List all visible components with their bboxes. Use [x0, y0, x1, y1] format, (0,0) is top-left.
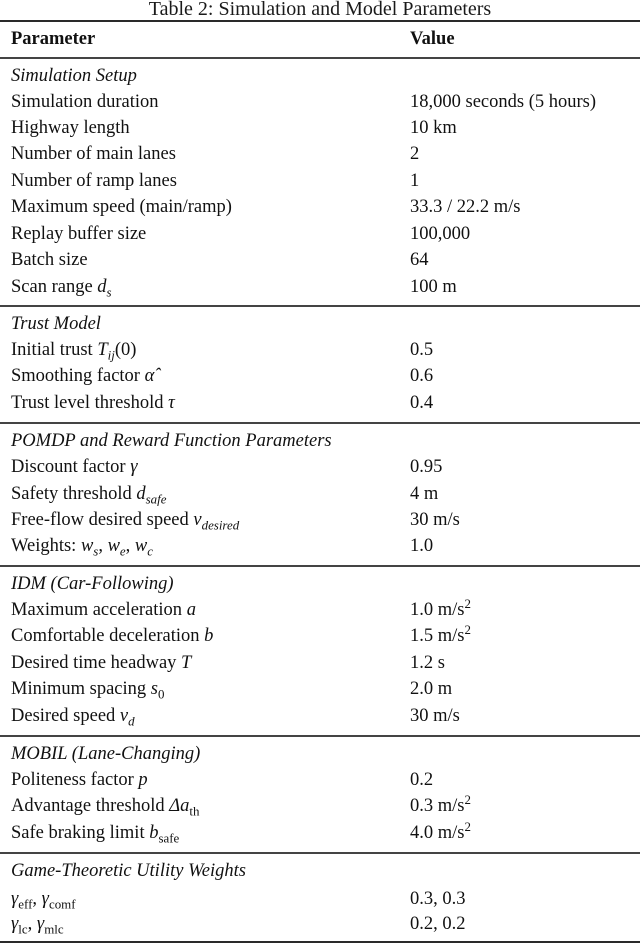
table-row: Maximum acceleration a 1.0 $m/s^2$	[11, 595, 471, 620]
table-header	[0, 26, 640, 52]
section-title-game-theoretic: Game-Theoretic Utility Weights	[11, 861, 246, 881]
table-row: Desired time headway T 1.2 s	[11, 653, 445, 673]
table-row: Minimum spacing $s_0$ 2.0 m	[11, 679, 453, 702]
table-row: Advantage threshold $\Delta a_{th}$ 0.3 $m/s^2$	[11, 791, 471, 819]
table-row: Smoothing factor α̂ 0.6	[11, 366, 434, 386]
table-caption: Table 2: Simulation and Model Parameters	[148, 0, 492, 20]
section-rule	[0, 305, 640, 307]
table-row: Discount factor γ 0.95	[11, 457, 443, 477]
table-row: Scan range $d_s$ 100 m	[11, 277, 457, 300]
section-title-simulation-setup: Simulation Setup	[11, 66, 137, 86]
top-rule	[0, 20, 640, 22]
header-rule	[0, 57, 640, 59]
section-title-idm: IDM (Car-Following)	[11, 574, 174, 594]
gamma-eff-comf-symbols: $\gamma_{eff}$, $\gamma_{comf}$	[11, 889, 76, 912]
section-title-mobil: MOBIL (Lane-Changing)	[11, 744, 201, 764]
table-row: $\gamma_{eff}$, $\gamma_{comf}$ 0.3, 0.3	[0, 886, 640, 912]
table-row: Batch size 64	[11, 250, 429, 270]
section-rule	[0, 852, 640, 854]
table-row: Maximum speed (main/ramp) 33.3 / 22.2 m/s	[11, 197, 521, 217]
table-row: Trust level threshold τ 0.4	[11, 393, 434, 413]
table-row: Simulation duration 18,000 seconds (5 hours)	[11, 92, 597, 112]
table-row: Highway length 10 km	[11, 118, 457, 138]
table-row: Weights: $w_s$, $w_e$, $w_c$ 1.0	[11, 536, 434, 559]
table-row: Initial trust $T_{ij}(0)$ 0.5	[11, 340, 434, 363]
section-rule	[0, 735, 640, 737]
table-row: Desired speed $v_d$ 30 m/s	[11, 706, 460, 729]
bottom-rule	[0, 941, 640, 943]
table-row: Safety threshold $d_{safe}$ 4 m	[11, 484, 439, 507]
section-rule	[0, 422, 640, 424]
section-title-trust-model: Trust Model	[11, 314, 101, 334]
section-rule	[0, 565, 640, 567]
table-row: $\gamma_{lc}$, $\gamma_{mlc}$ 0.2, 0.2	[0, 911, 640, 937]
table-row: Free-flow desired speed $v_{desired}$ 30 m/s	[11, 510, 460, 533]
table-row: Politeness factor p 0.2	[11, 770, 434, 790]
gamma-lc-mlc-symbols: $\gamma_{lc}$, $\gamma_{mlc}$	[11, 914, 64, 937]
header-parameter: Parameter	[11, 29, 96, 49]
table-row: Replay buffer size 100,000	[11, 224, 471, 244]
table-row: Number of main lanes 2	[11, 144, 420, 164]
table-row: Comfortable deceleration b 1.5 $m/s^2$	[11, 621, 471, 646]
table-row: Safe braking limit $b_{safe}$ 4.0 $m/s^2$	[11, 818, 471, 846]
header-value: Value	[410, 29, 455, 49]
section-title-pomdp: POMDP and Reward Function Parameters	[11, 431, 332, 451]
table-row: Number of ramp lanes 1	[11, 171, 420, 191]
